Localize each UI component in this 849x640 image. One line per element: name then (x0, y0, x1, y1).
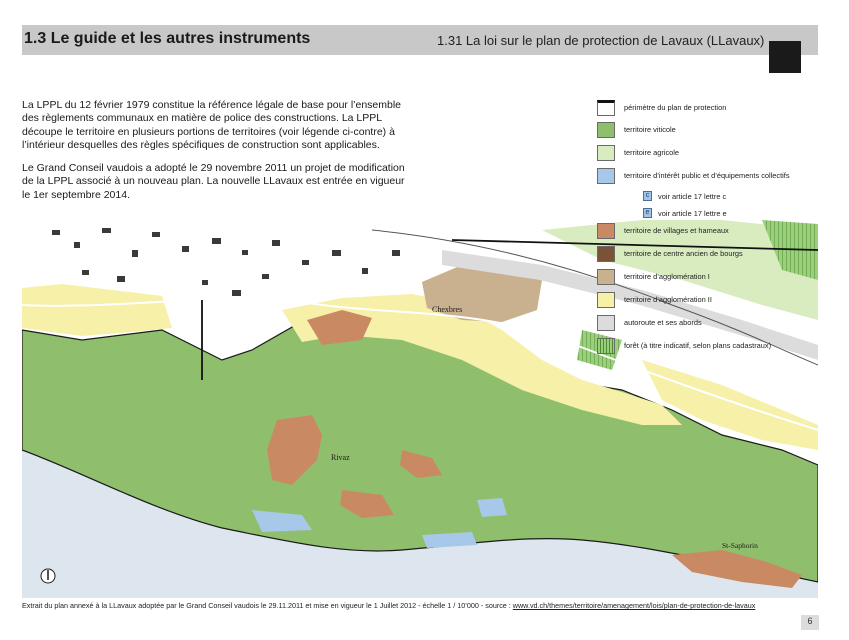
legend-label: voir article 17 lettre c (658, 192, 727, 201)
motorway-swatch (597, 315, 615, 331)
legend-label: territoire agricole (624, 148, 680, 157)
legend-vineyard (597, 122, 817, 140)
map-caption (22, 601, 755, 610)
agglomeration-i-swatch (597, 269, 615, 285)
legend-subitem-e (643, 208, 813, 220)
caption-text: Extrait du plan annexé à la LLavaux adoptée par le Grand Conseil vaudois le 29.11.2011 et mise en vigueur le 1 Juillet 2012 - échelle 1 / 10’000 - source : (22, 601, 513, 610)
page-number-box (801, 615, 819, 630)
agglomeration-ii-swatch (597, 292, 615, 308)
legend-agglomeration-ii (597, 292, 817, 310)
legend-agglomeration-i (597, 269, 817, 287)
legend-label: forêt (à titre indicatif, selon plans cadastraux) (624, 341, 772, 350)
subsection-title: 1.31 La loi sur le plan de protection de Lavaux (LLavaux) (437, 33, 765, 48)
legend-villages (597, 223, 817, 241)
legend-label: territoire de villages et hameaux (624, 226, 729, 235)
public-interest-zone (477, 498, 507, 517)
intro-paragraph: La LPPL du 12 février 1979 constitue la référence légale de base pour l’ensemble des règlements communaux en matière de police des constructions. La LPPL découpe le territoire en plusieurs portions de territoires (voir légende ci-contre) à l’intérieur desquelles des règles spécifiques de construction sont applicables. (22, 99, 402, 152)
legend-label: périmètre du plan de protection (624, 103, 727, 112)
place-label-st-saphorin: St-Saphorin (722, 541, 758, 550)
section-title: 1.3 Le guide et les autres instruments (24, 30, 311, 47)
perimeter-swatch (597, 100, 615, 116)
legend-label: territoire d’intérêt public et d’équipements collectifs (624, 171, 790, 180)
legend-old-centre (597, 246, 817, 264)
old-centre-swatch (597, 246, 615, 262)
public-interest-swatch (597, 168, 615, 184)
legend-label: territoire d’agglomération II (624, 295, 712, 304)
legend-motorway (597, 315, 817, 333)
badge-c: c (643, 191, 652, 201)
chapter-marker (769, 41, 801, 73)
legend-label: territoire d’agglomération I (624, 272, 710, 281)
legend-forest (597, 338, 817, 356)
agricultural-swatch (597, 145, 615, 161)
amendment-paragraph: Le Grand Conseil vaudois a adopté le 29 novembre 2011 un projet de modification de la LPPL associé à un nouveau plan. La nouvelle LLavaux est entrée en vigueur le 1er septembre 2014. (22, 162, 405, 201)
caption-source-link[interactable]: www.vd.ch/themes/territoire/amenagement/lois/plan-de-protection-de-lavaux (512, 601, 756, 610)
page-number: 6 (807, 616, 813, 626)
north-arrow-icon (41, 569, 55, 583)
place-label-rivaz: Rivaz (331, 453, 350, 462)
place-label-chexbres: Chexbres (432, 305, 463, 314)
forest-swatch (597, 338, 615, 354)
legend-agricultural (597, 145, 817, 163)
badge-e: e (643, 208, 652, 218)
legend-subitem-c (643, 191, 813, 203)
legend-label: autoroute et ses abords (624, 318, 702, 327)
legend-label: territoire de centre ancien de bourgs (624, 249, 743, 258)
legend-public-interest (597, 168, 817, 186)
villages-swatch (597, 223, 615, 239)
vineyard-swatch (597, 122, 615, 138)
legend-label: territoire viticole (624, 125, 676, 134)
legend-perimeter (597, 100, 817, 118)
legend-label: voir article 17 lettre e (658, 209, 727, 218)
